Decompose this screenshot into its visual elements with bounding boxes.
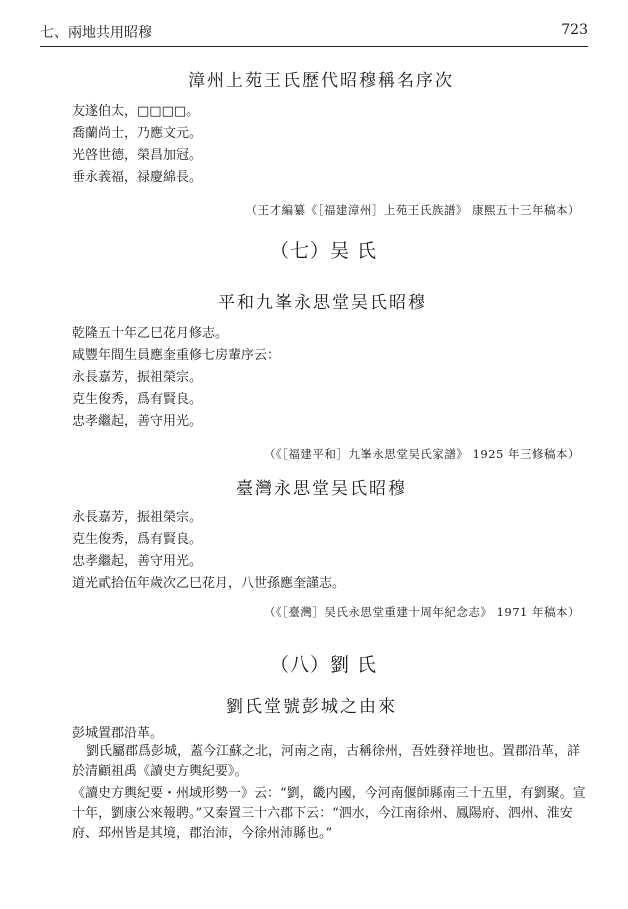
verse-line: 喬蘭尚士，乃應文元。 [72, 126, 203, 141]
verse-line: 忠孝繼起，善守用光。 [72, 414, 203, 429]
body-paragraph: 劉氏屬郡爲彭城，蓋今江蘇之北，河南之南，古稱徐州，吾姓發祥地也。置郡沿革，詳於清顧祖禹《讀史方輿紀要》。 [72, 744, 581, 779]
chapter-title: 七、兩地共用昭穆 [40, 25, 152, 41]
verse-line: 克生俊秀，爲有賢良。 [72, 392, 203, 407]
body-line: 彭城置郡沿革。 [72, 726, 164, 741]
verse-line: 道光貳拾伍年歲次乙巳花月，八世孫應奎謹志。 [72, 576, 346, 591]
verse-line: 克生俊秀，爲有賢良。 [72, 532, 203, 547]
section-title-wu-taiwan: 臺灣永思堂吴氏昭穆 [236, 479, 407, 499]
source-note: （王才編纂《［福建漳州］上苑王氏族譜》 康熙五十三年稿本） [245, 203, 580, 217]
verse-line: 永長嘉芳，振祖榮宗。 [72, 510, 203, 525]
body-paragraph: 《讀史方輿紀要・州域形勢一》云：“劉，畿内國，今河南偃師縣南三十五里，有劉聚。宣十年，劉康公來報聘。”又秦置三十六郡下云：“泗水，今江南徐州、鳳陽府、泗州、淮安府、邳州皆是其境，郡治沛，今徐州沛縣也。” [72, 786, 586, 841]
source-note: （《［福建平和］九峯永思堂吴氏家譜》 1925 年三修稿本） [263, 447, 580, 461]
section-heading-liu: （八）劉 氏 [270, 654, 378, 676]
section-title-wu-pinghe: 平和九峯永思堂吴氏昭穆 [218, 293, 427, 313]
verse-line: 友遂伯太，□□□□。 [72, 104, 200, 119]
verse-line: 咸豐年間生員應奎重修七房輩序云： [72, 348, 281, 363]
page-number: 723 [561, 22, 588, 38]
source-note: （《［臺灣］吴氏永思堂重建十周年紀念志》 1971 年稿本） [263, 605, 580, 619]
section-title-liu: 劉氏堂號彭城之由來 [226, 697, 397, 717]
header-rule [40, 46, 588, 47]
verse-line: 乾隆五十年乙巳花月修志。 [72, 326, 229, 341]
verse-line: 忠孝繼起，善守用光。 [72, 554, 203, 569]
section-heading-wu: （七）吴 氏 [270, 240, 378, 262]
verse-line: 垂永義福，禄慶綿長。 [72, 170, 203, 185]
section-title-wang: 漳州上苑王氏歷代昭穆稱名序次 [188, 71, 454, 91]
running-header [40, 22, 588, 42]
verse-line: 永長嘉芳，振祖榮宗。 [72, 370, 203, 385]
verse-line: 光啓世德，榮昌加冠。 [72, 148, 203, 163]
